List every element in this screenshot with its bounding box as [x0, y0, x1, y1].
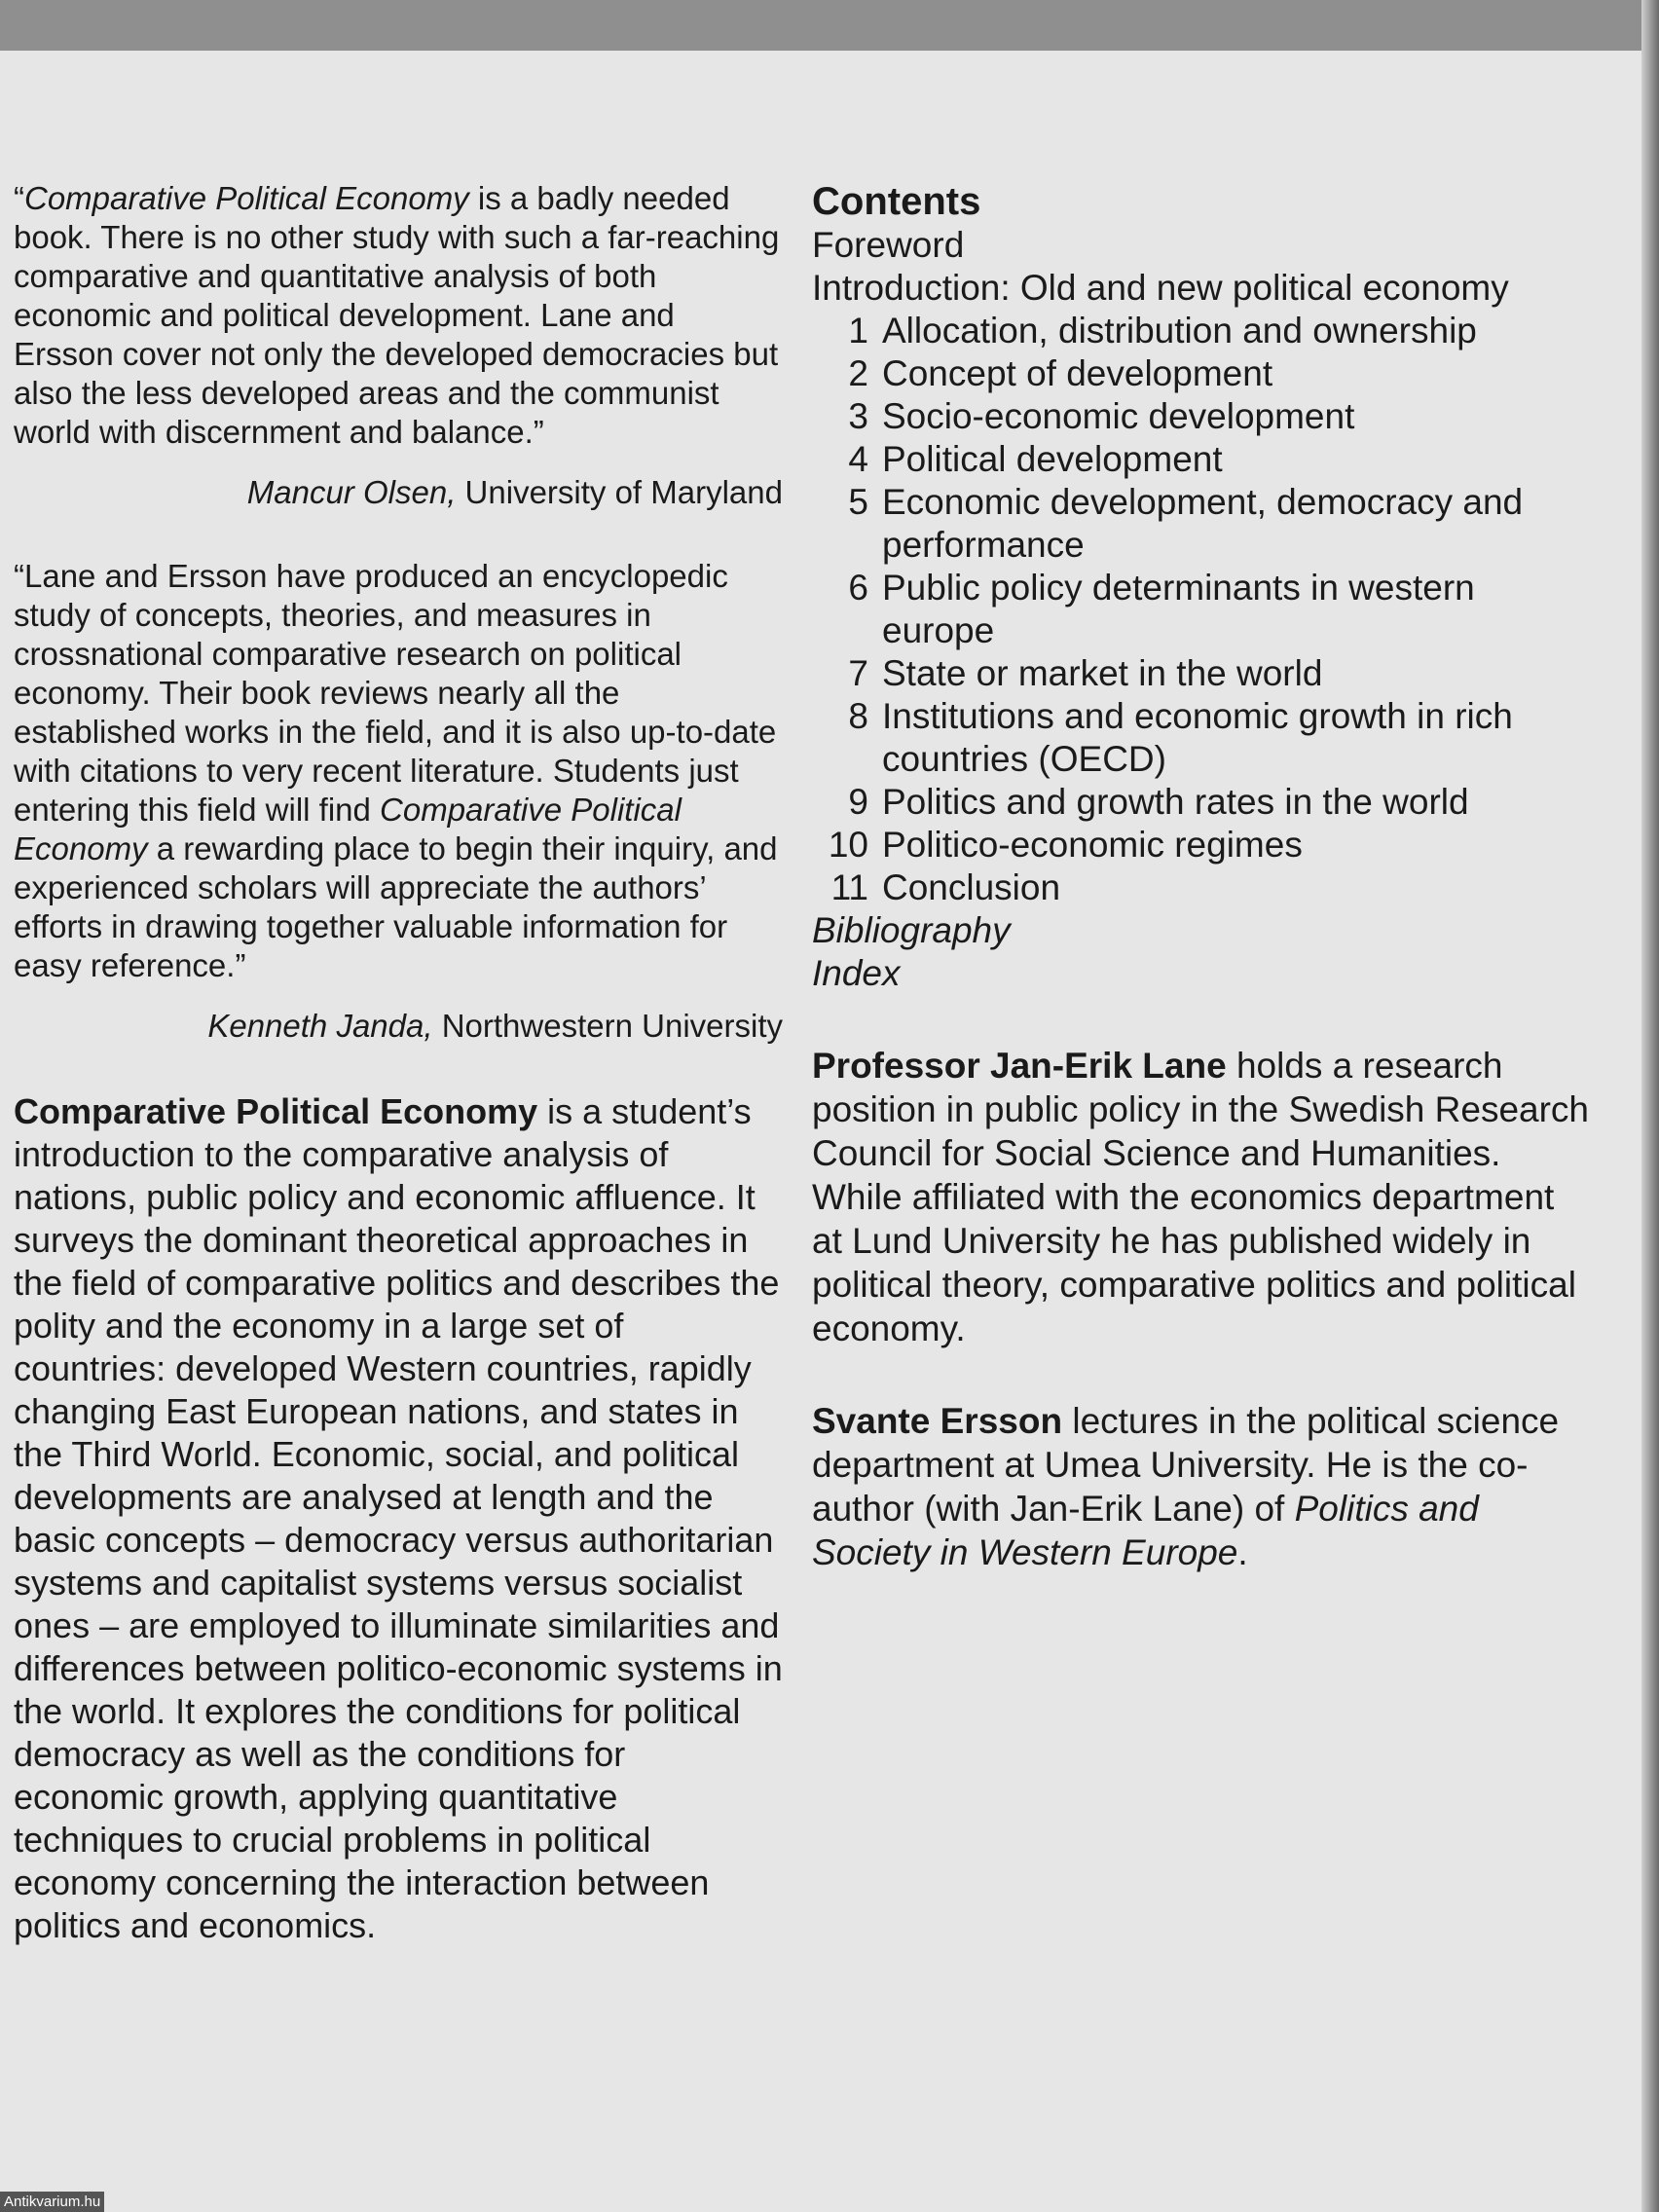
chapter-number: 3	[848, 396, 868, 436]
chapter-number: 1	[848, 311, 868, 350]
chapter-title: Politico-economic regimes	[882, 825, 1303, 865]
book-description-text: is a student’s introduction to the comparative analysis of nations, public policy and economic affluence. It surveys the dominant theoretical approaches in the field of comparative politics and describes the polity and the economy in a large set of countries: developed Western countries, rapidly changing East European nations, and states in the Third World. Economic, social, and political developments are analysed at length and the basic concepts – democracy versus authoritarian systems and capitalist systems versus socialist ones – are employed to illuminate similarities and differences between politico-economic systems in the world. It explores the conditions for political democracy as well as the conditions for economic growth, applying quantitative techniques to crucial problems in political economy concerning the interaction between politics and economics.	[14, 1091, 783, 1945]
chapter-title: Economic development, democracy and performance	[882, 482, 1524, 565]
chapter-title: Public policy determinants in western europe	[882, 568, 1475, 650]
chapter-number: 11	[830, 867, 868, 907]
quote-attribution	[14, 473, 783, 512]
chapter-title: State or market in the world	[882, 653, 1323, 693]
book-back-cover	[0, 51, 1641, 2212]
quote-text-segment: is a badly needed book. There is no other study with such a far-reaching comparative and quantitative analysis of both economic and political development. Lane and Ersson cover not only the developed democracies but also the less developed areas and the communist world with discernment and balance.”	[14, 180, 780, 450]
toc-foreword: Foreword	[812, 225, 965, 265]
quote-text	[14, 179, 783, 452]
left-column	[14, 179, 783, 1947]
chapter-number: 2	[848, 353, 868, 393]
chapter-title: Institutions and economic growth in rich countries (OECD)	[882, 696, 1513, 779]
author-bio-ersson	[812, 1399, 1591, 1574]
review-quote-1	[14, 179, 783, 512]
toc-bibliography: Bibliography	[812, 910, 1011, 950]
author-bio-text: holds a research position in public policy in the Swedish Research Council for Social Science and Humanities. While affiliated with the economics department at Lund University he has published widely in political theory, comparative politics and political economy.	[812, 1046, 1589, 1348]
chapter-number: 4	[848, 439, 868, 479]
quote-author: Kenneth Janda,	[207, 1008, 433, 1044]
chapter-number: 8	[848, 696, 868, 736]
author-bio-lane	[812, 1044, 1591, 1350]
chapter-number: 6	[848, 568, 868, 608]
quote-text-segment: “	[14, 180, 24, 216]
chapter-number: 10	[828, 825, 868, 865]
chapter-title: Allocation, distribution and ownership	[882, 311, 1477, 350]
toc-chapter	[812, 481, 1591, 567]
author-name: Professor Jan-Erik Lane	[812, 1046, 1227, 1086]
toc-introduction: Introduction: Old and new political economy	[812, 268, 1509, 308]
chapter-title: Political development	[882, 439, 1223, 479]
chapter-number: 9	[848, 782, 868, 822]
toc-chapter	[812, 652, 1591, 695]
quote-book-title: Comparative Political Economy	[14, 792, 682, 866]
author-name: Svante Ersson	[812, 1401, 1063, 1441]
review-quote-2	[14, 557, 783, 1046]
bio-end: .	[1237, 1532, 1248, 1572]
toc-chapter	[812, 352, 1591, 395]
quote-author: Mancur Olsen,	[246, 474, 457, 510]
book-description	[14, 1090, 783, 1947]
book-title: Comparative Political Economy	[14, 1091, 538, 1131]
toc-chapter	[812, 310, 1591, 352]
contents-list	[812, 224, 1591, 995]
chapter-number: 5	[848, 482, 868, 522]
contents-heading: Contents	[812, 180, 981, 223]
quote-book-title: Comparative Political Economy	[24, 180, 469, 216]
watermark: Antikvarium.hu	[0, 2192, 104, 2212]
chapter-title: Socio-economic development	[882, 396, 1355, 436]
toc-index: Index	[812, 953, 901, 993]
toc-chapter	[812, 695, 1591, 781]
chapter-number: 7	[848, 653, 868, 693]
toc-chapter	[812, 824, 1591, 866]
quote-affiliation: University of Maryland	[464, 474, 783, 510]
toc-chapter	[812, 866, 1591, 909]
toc-chapter	[812, 438, 1591, 481]
quote-text-segment: “Lane and Ersson have produced an encyclopedic study of concepts, theories, and measures in crossnational comparative research on political economy. Their book reviews nearly all the established works in the field, and it is also up-to-date with citations to very recent literature. Students just entering this field will find	[14, 558, 777, 828]
toc-chapter	[812, 567, 1591, 652]
quote-attribution	[14, 1007, 783, 1046]
right-column	[812, 179, 1591, 1574]
toc-chapter	[812, 395, 1591, 438]
quote-text	[14, 557, 783, 985]
chapter-title: Concept of development	[882, 353, 1273, 393]
cover-edge	[1641, 0, 1659, 2212]
author-bio-text: lectures in the political science department at Umea University. He is the co-author (with Jan-Erik Lane) of	[812, 1401, 1560, 1529]
quote-affiliation: Northwestern University	[441, 1008, 783, 1044]
quote-text-segment: a rewarding place to begin their inquiry, and experienced scholars will appreciate the authors’ efforts in drawing together valuable information for easy reference.”	[14, 830, 778, 983]
chapter-title: Conclusion	[882, 867, 1061, 907]
book-reference: Politics and Society in Western Europe	[812, 1489, 1479, 1572]
chapter-title: Politics and growth rates in the world	[882, 782, 1469, 822]
toc-chapters	[812, 310, 1591, 909]
toc-chapter	[812, 781, 1591, 824]
